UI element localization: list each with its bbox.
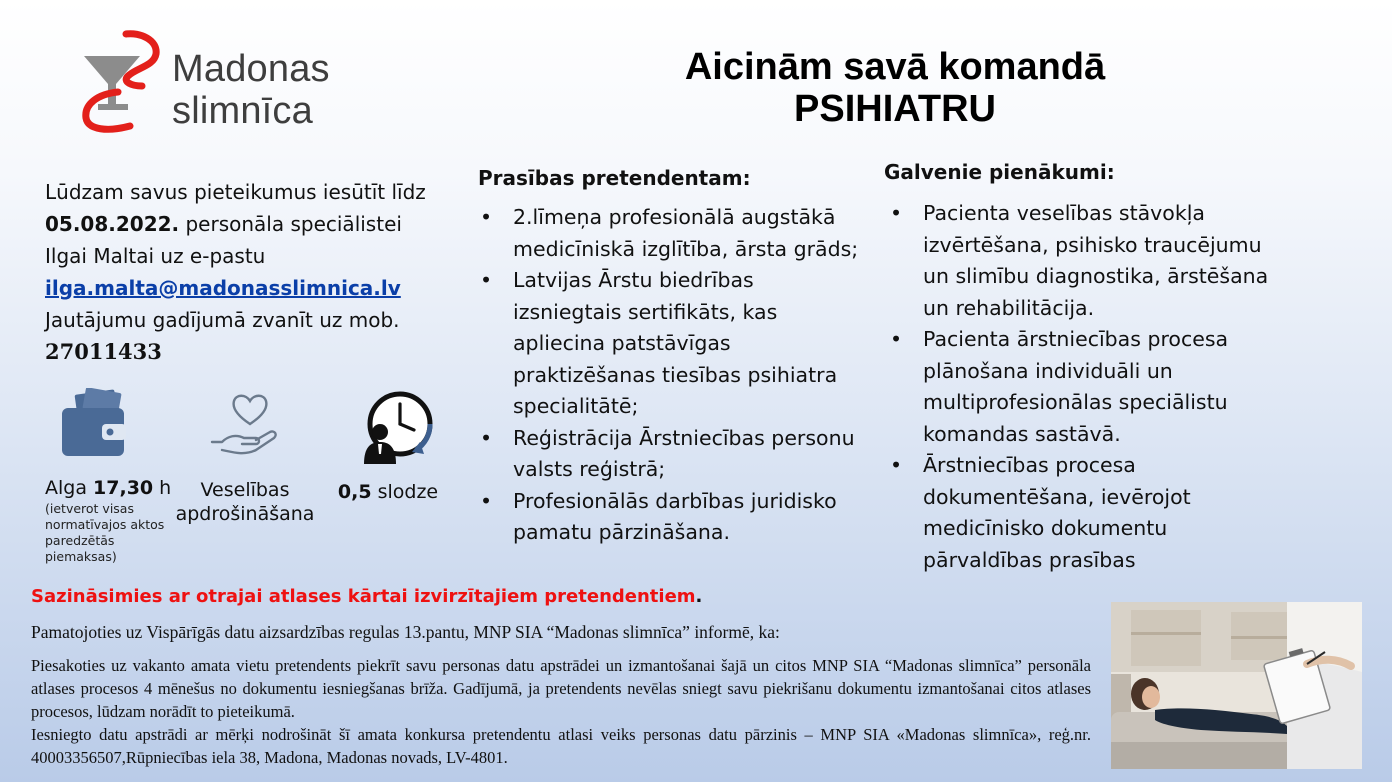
list-item: • Latvijas Ārstu biedrības izsniegtais sertifikāts, kas apliecina patstāvīgas praktizēšanas tiesības psihiatra specialitātē; [480,265,860,423]
workload-value: 0,5 [337,481,372,503]
title-line1: Aicinām savā komandā [684,46,1106,88]
requirements-heading: Prasības pretendentam: [478,166,751,190]
workload-suffix: slodze [371,481,439,503]
therapy-session-photo [1111,602,1362,769]
email-link[interactable]: ilga.malta@madonasslimnica.lv [45,276,401,300]
list-item: • Profesionālās darbības juridisko pamatu pārzināšana. [480,486,860,549]
list-item: • Ārstniecības procesa dokumentēšana, ievērojot medicīnisko dokumentu pārvaldības prasības [890,450,1285,576]
requirements-list [480,202,860,549]
deadline-date: 05.08.2022. [45,212,180,236]
duties-heading: Galvenie pienākumi: [884,160,1115,184]
contact-line2-rest: personāla speciālistei [179,212,402,236]
gdpr-body [31,654,1091,769]
wallet-icon [58,388,130,460]
heart-in-hand-icon [208,388,280,460]
hospital-logo-icon [78,30,168,134]
insurance-label [170,478,320,526]
workload-label [330,480,446,504]
list-item: • Pacienta ārstniecības procesa plānošana individuāli un multiprofesionālas speciālistu komandas sastāvā. [890,324,1285,450]
gdpr-intro: Pamatojoties uz Vispārīgās datu aizsardzības regulas 13.pantu, MNP SIA “Madonas slimnīca” informē, ka: [31,622,780,642]
title-line2: PSIHIATRU [794,88,996,130]
list-item: • Reģistrācija Ārstniecības personu valsts reģistrā; [480,423,860,486]
logo-line1: Madonas [172,48,330,90]
salary-note: (ietverot visas normatīvajos aktos paredzētās piemaksas) [45,501,165,564]
contact-line1: Lūdzam savus pieteikumus iesūtīt līdz [45,180,426,204]
duties-list [890,198,1285,576]
salary-suffix: h [153,477,172,499]
phone-number: 27011433 [45,339,162,364]
contact-block [45,176,465,368]
hospital-logo-text [172,48,330,132]
insurance-line1: Veselības [200,479,290,501]
contact-line3: Ilgai Maltai uz e-pastu [45,244,266,268]
salary-prefix: Alga [45,477,94,499]
logo-line2: slimnīca [172,90,313,132]
contact-note [31,586,702,607]
gdpr-paragraph-1: Piesakoties uz vakanto amata vietu pretendents piekrīt savu personas datu apstrādei un izmantošanai šajā un citos MNP SIA “Madonas slimnīca” personāla atlases procesos 4 mēnešus no dokumentu iesniegšanas brīža. Gadījumā, ja pretendents nevēlas sniegt savu piekrišanu dokumentu izmantošanai citos atlases procesos, lūdzam norādīt to pieteikumā. [31,656,1091,721]
salary-label [45,476,175,500]
list-item: • 2.līmeņa profesionālā augstākā medicīniskā izglītība, ārsta grāds; [480,202,860,265]
contact-note-end: . [695,586,703,607]
page-title [560,46,1230,130]
contact-note-text: Sazināsimies ar otrajai atlases kārtai izvirzītajiem pretendentiem [31,586,696,607]
salary-value: 17,30 [93,477,154,499]
insurance-line2: apdrošināšana [175,503,315,525]
contact-line2 [45,208,465,240]
list-item: • Pacienta veselības stāvokļa izvērtēšana, psihisko traucējumu un slimību diagnostika, ārstēšana un rehabilitācija. [890,198,1285,324]
gdpr-paragraph-2: Iesniegto datu apstrādi ar mērķi nodrošināt šī amata konkursa pretendentu atlasi veiks personas datu pārzinis – MNP SIA «Madonas slimnīca», reģ.nr. 40003356507,Rūpniecības iela 38, Madona, Madonas novads, LV-4801. [31,725,1091,767]
clock-person-icon [358,388,438,464]
contact-line5: Jautājumu gadījumā zvanīt uz mob. [45,308,400,332]
